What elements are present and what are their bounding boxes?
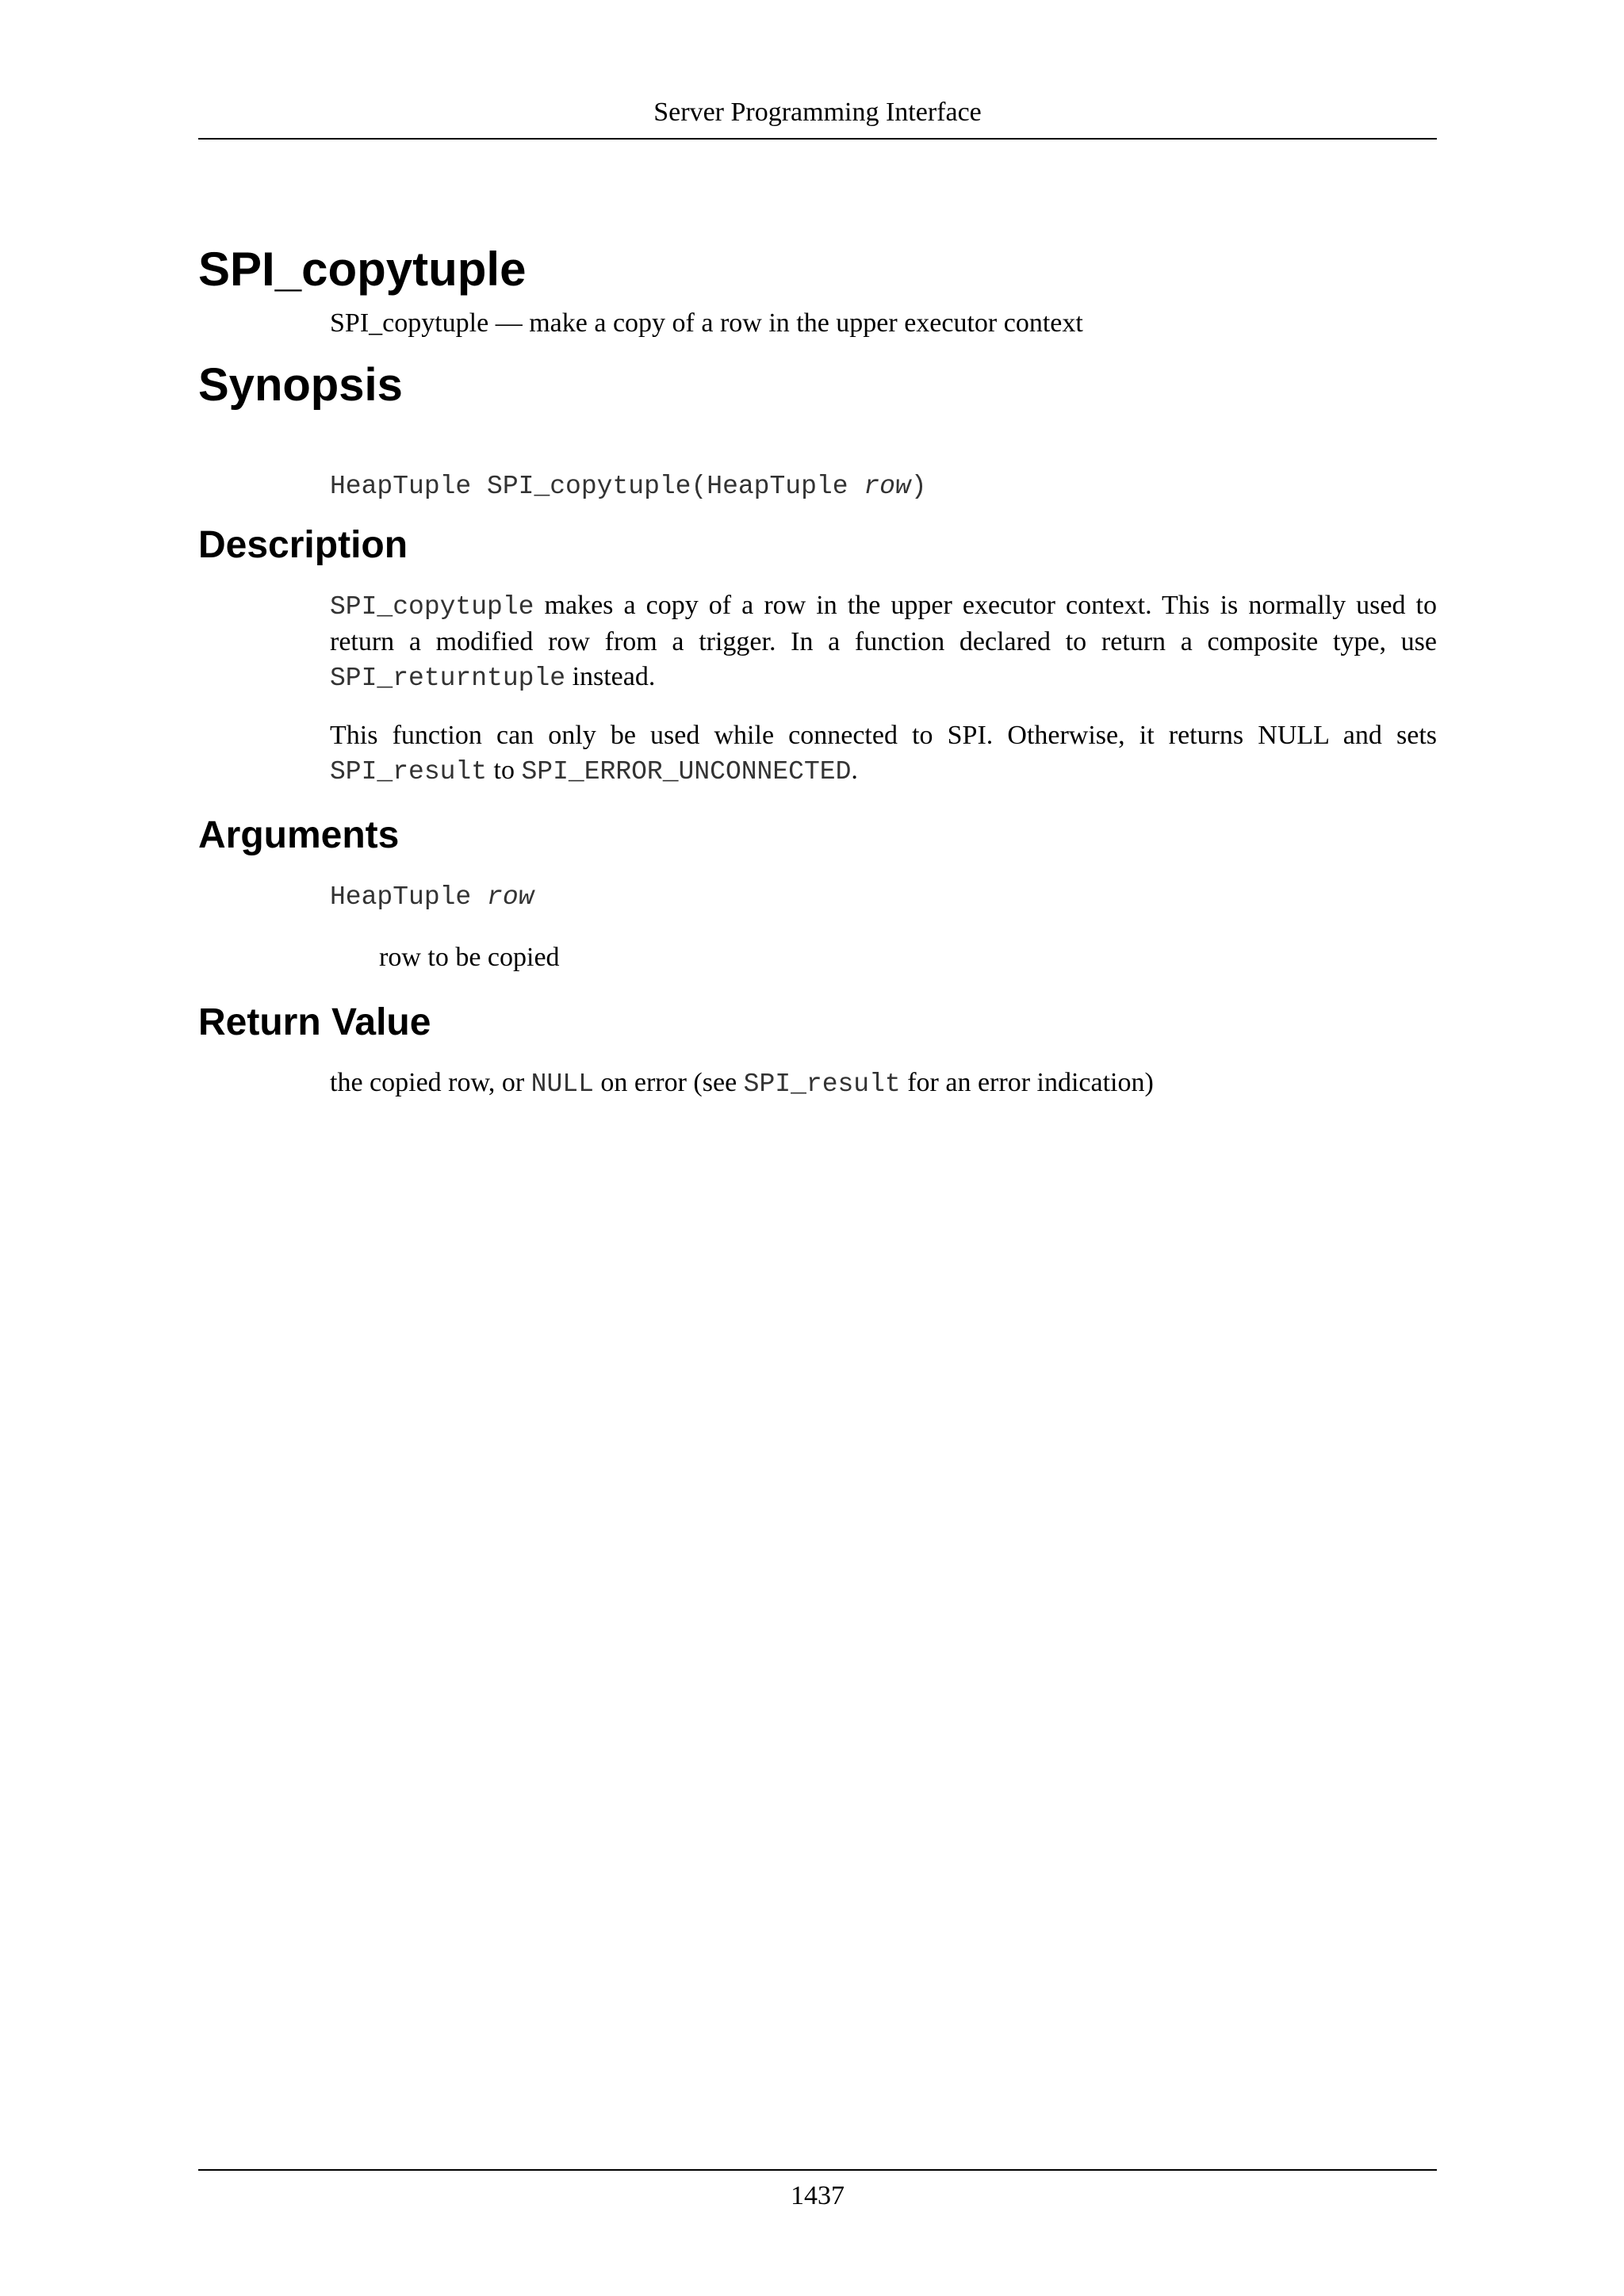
- synopsis-code-prefix: HeapTuple SPI_copytuple(HeapTuple: [330, 472, 864, 501]
- refname: SPI_copytuple: [330, 308, 489, 338]
- synopsis-heading: Synopsis: [198, 359, 403, 411]
- page-footer: [198, 2169, 1437, 2215]
- synopsis-code: [330, 469, 1437, 504]
- return-text1: the copied row, or: [330, 1068, 531, 1097]
- synopsis-param: row: [864, 472, 911, 501]
- synopsis-code-suffix: ): [910, 472, 927, 501]
- description-p1-text1: makes a copy of a row in the upper executor context. This is normally used to return a modified row from a trigger. In a function declared to return a composite type, use: [330, 591, 1437, 656]
- description-p1-text2: instead.: [565, 662, 656, 691]
- description-paragraph-1: [330, 588, 1437, 696]
- code-spi-result-return: SPI_result: [743, 1070, 901, 1099]
- running-header: [198, 94, 1437, 140]
- code-spi-copytuple: SPI_copytuple: [330, 592, 534, 622]
- return-text3: for an error indication): [900, 1068, 1154, 1097]
- arguments-list: [330, 880, 1437, 975]
- refpurpose: make a copy of a row in the upper executor context: [529, 308, 1083, 338]
- description-p2-text2: to: [487, 756, 522, 785]
- code-spi-result: SPI_result: [330, 757, 488, 786]
- return-value-heading: Return Value: [198, 1001, 431, 1043]
- code-spi-returntuple: SPI_returntuple: [330, 664, 566, 693]
- argument-param: row: [487, 882, 534, 912]
- description-paragraph-2: [330, 718, 1437, 790]
- page-number: 1437: [791, 2181, 845, 2210]
- arguments-heading: Arguments: [198, 814, 400, 856]
- return-value-body: [330, 1066, 1437, 1102]
- description-heading: Description: [198, 524, 408, 566]
- return-text2: on error (see: [593, 1068, 744, 1097]
- argument-type: HeapTuple: [330, 882, 488, 912]
- page-content: [198, 238, 1437, 1102]
- refnamediv: [330, 306, 1437, 341]
- description-body: [330, 588, 1437, 790]
- code-null: NULL: [530, 1070, 594, 1099]
- argument-term: [330, 880, 1437, 915]
- description-p2-text1: This function can only be used while connected to SPI. Otherwise, it returns NULL and sets: [330, 721, 1437, 750]
- refentry-title: SPI_copytuple: [198, 243, 527, 296]
- argument-definition: row to be copied: [379, 943, 560, 972]
- running-title: Server Programming Interface: [653, 98, 982, 127]
- refname-dash: —: [495, 308, 523, 338]
- code-spi-error-unconnected: SPI_ERROR_UNCONNECTED: [521, 757, 852, 786]
- description-p2-text3: .: [851, 756, 858, 785]
- return-value-paragraph: [330, 1066, 1437, 1102]
